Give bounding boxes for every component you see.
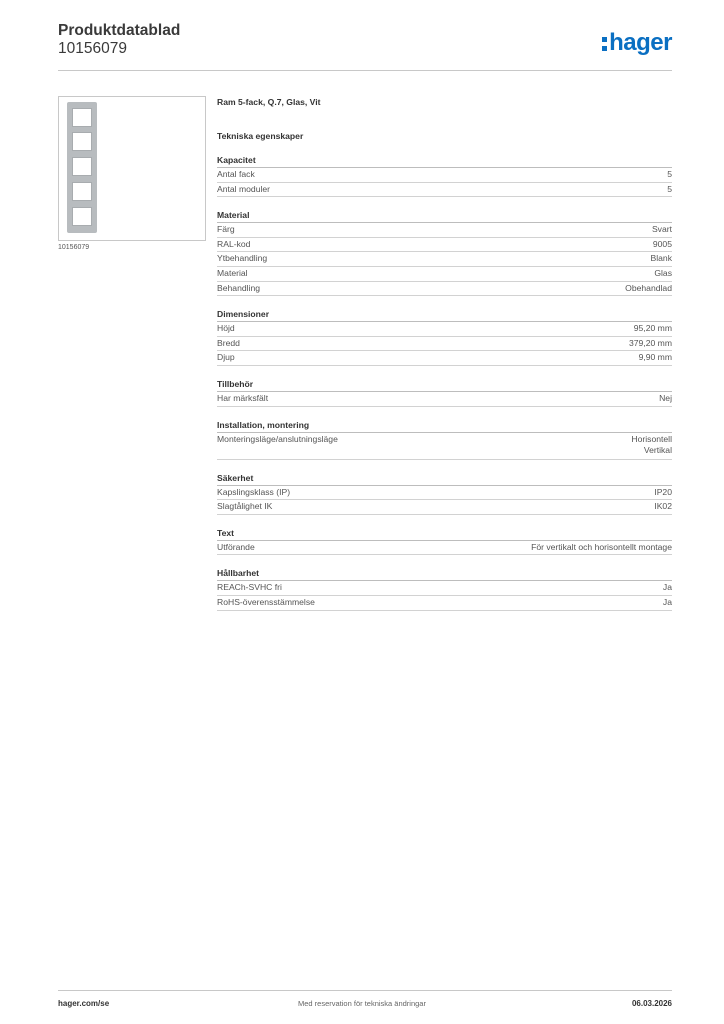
section-title: Tillbehör <box>217 378 672 392</box>
spec-value <box>639 351 672 365</box>
spec-label: Ytbehandling <box>217 253 268 264</box>
spec-value <box>654 486 672 500</box>
spec-value-line: Svart <box>651 224 672 235</box>
spec-row <box>217 223 672 238</box>
spec-row <box>217 596 672 611</box>
section-title: Material <box>217 209 672 223</box>
spec-value-line: 5 <box>667 169 672 179</box>
spec-value <box>652 223 672 237</box>
frame-slot <box>72 132 92 151</box>
spec-label: Material <box>217 267 248 278</box>
spec-section <box>217 419 672 460</box>
spec-value <box>667 168 672 182</box>
spec-label: Monteringsläge/anslutningsläge <box>217 433 338 444</box>
spec-row <box>217 282 672 297</box>
spec-value-line: 9005 <box>652 238 672 249</box>
footer-website: hager.com/se <box>58 999 110 1008</box>
tech-properties-title: Tekniska egenskaper <box>217 131 304 141</box>
spec-section <box>217 308 672 366</box>
section-title: Text <box>217 527 672 541</box>
frame-slot <box>72 157 92 176</box>
product-number: 10156079 <box>58 40 127 57</box>
spec-row <box>217 500 672 515</box>
section-title: Kapacitet <box>217 154 672 168</box>
section-title: Dimensioner <box>217 308 672 322</box>
spec-value <box>629 337 672 351</box>
frame-5-gang-icon <box>67 102 97 233</box>
spec-value <box>634 322 672 336</box>
spec-value-line: Horisontell <box>631 433 672 444</box>
spec-value <box>651 252 673 266</box>
spec-value-line: 95,20 mm <box>633 323 672 334</box>
spec-value-line: Vertikal <box>643 444 672 455</box>
spec-value-line: Blank <box>650 253 672 264</box>
section-title: Säkerhet <box>217 472 672 486</box>
spec-label: Utförande <box>217 541 255 552</box>
spec-label: Antal moduler <box>217 183 271 194</box>
spec-value-line: 5 <box>667 183 672 194</box>
footer-disclaimer: Med reservation för tekniska ändringar <box>298 999 426 1008</box>
spec-row <box>217 581 672 596</box>
frame-slot <box>72 207 92 226</box>
spec-section <box>217 527 672 556</box>
spec-row <box>217 238 672 253</box>
spec-section <box>217 154 672 197</box>
spec-sections <box>217 154 672 611</box>
frame-slot <box>72 182 92 201</box>
spec-row <box>217 168 672 183</box>
image-caption: 10156079 <box>58 244 90 251</box>
product-image <box>58 96 206 241</box>
spec-row <box>217 337 672 352</box>
logo-dots-icon <box>602 35 607 51</box>
spec-row <box>217 183 672 198</box>
spec-label: Behandling <box>217 282 261 293</box>
section-title: Hållbarhet <box>217 567 672 581</box>
spec-row <box>217 392 672 407</box>
spec-value-line: Ja <box>662 596 672 607</box>
logo-text: hager <box>609 29 672 56</box>
spec-value <box>531 541 672 555</box>
spec-label: Slagtålighet IK <box>217 501 273 512</box>
spec-value-line: För vertikalt och horisontellt montage <box>531 541 672 552</box>
spec-section <box>217 378 672 407</box>
spec-value-line: IP20 <box>654 486 672 497</box>
spec-value-line: Glas <box>654 267 672 278</box>
spec-row <box>217 486 672 501</box>
spec-value <box>667 183 672 197</box>
spec-value <box>663 581 672 595</box>
spec-label: Antal fack <box>217 169 255 179</box>
spec-label: RoHS-överensstämmelse <box>217 596 315 607</box>
spec-row <box>217 322 672 337</box>
spec-label: Djup <box>217 352 235 363</box>
spec-value <box>625 282 672 296</box>
spec-row <box>217 351 672 366</box>
spec-value <box>654 267 672 281</box>
spec-label: Höjd <box>217 323 235 334</box>
spec-value <box>659 392 672 406</box>
document-header <box>58 20 672 71</box>
spec-value-line: Nej <box>659 392 672 403</box>
spec-value-line: IK02 <box>654 501 672 512</box>
spec-content <box>217 96 672 611</box>
spec-value <box>653 238 672 252</box>
spec-label: REACh-SVHC fri <box>217 582 282 593</box>
spec-row <box>217 267 672 282</box>
spec-label: Har märksfält <box>217 392 269 403</box>
spec-label: Bredd <box>217 337 240 348</box>
spec-section <box>217 209 672 296</box>
spec-value-line: 379,20 mm <box>629 337 672 348</box>
spec-row <box>217 541 672 556</box>
page-footer <box>58 990 672 1015</box>
spec-label: Färg <box>217 224 235 235</box>
spec-value <box>631 434 672 456</box>
section-title: Installation, montering <box>217 419 672 433</box>
spec-section <box>217 472 672 515</box>
document-title: Produktdatablad <box>58 22 181 39</box>
footer-date: 06.03.2026 <box>631 999 672 1008</box>
spec-label: RAL-kod <box>217 238 251 249</box>
product-name: Ram 5-fack, Q.7, Glas, Vit <box>217 97 321 107</box>
spec-value-line: Ja <box>662 582 672 593</box>
spec-value <box>663 596 672 610</box>
spec-value-line: 9,90 mm <box>638 352 672 363</box>
spec-row <box>217 252 672 267</box>
spec-section <box>217 567 672 610</box>
spec-label: Kapslingsklass (IP) <box>217 486 291 497</box>
spec-row <box>217 433 672 460</box>
spec-value-line: Obehandlad <box>625 282 672 293</box>
frame-slot <box>72 108 92 127</box>
hager-logo <box>602 29 672 57</box>
spec-value <box>654 500 672 514</box>
